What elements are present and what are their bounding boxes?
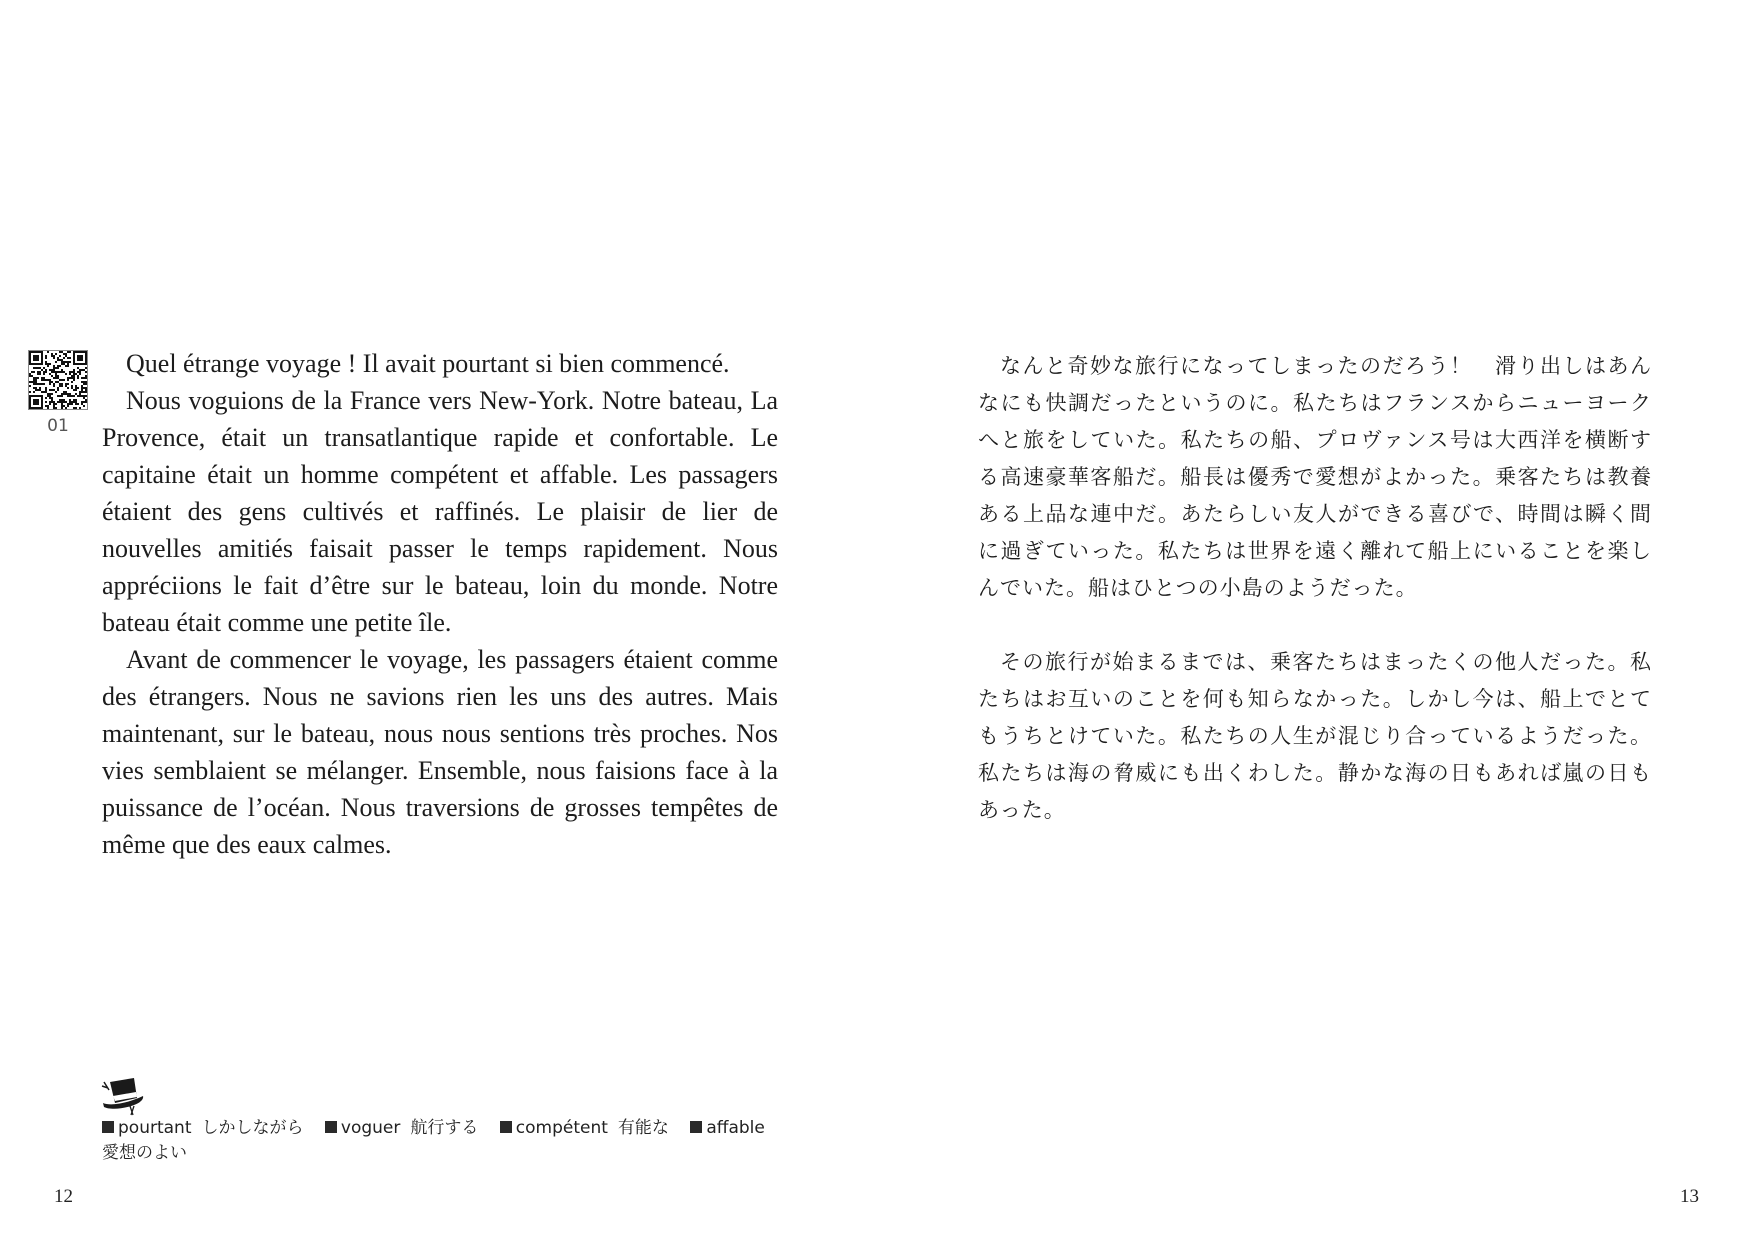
- square-bullet-icon: [102, 1121, 114, 1133]
- japanese-paragraph-2: その旅行が始まるまでは、乗客たちはまったくの他人だった。私たちはお互いのことを何も知らなかった。しかし今は、船上でとてもうちとけていた。私たちの人生が混じり合っているようだった。私たちは海の脅威にも出くわした。静かな海の日もあれば嵐の日もあった。: [978, 650, 1652, 822]
- glossary-item: voguer 航行する: [325, 1118, 494, 1138]
- glossary: [102, 1116, 782, 1166]
- page-number-right: 13: [1680, 1186, 1699, 1207]
- french-paragraph-2: Nous voguions de la France vers New-York. Notre bateau, La Provence, était un transatlantique rapide et confortable. Le capitaine était un homme compétent et affable. Les passagers étaient des gens cultivés et raffinés. Le plaisir de lier de nouvelles amitiés faisait passer le temps rapidement. Nous appréciions le fait d’être sur le bateau, loin du monde. Notre bateau était comme une petite île.: [102, 386, 778, 637]
- japanese-text: [978, 348, 1652, 866]
- glossary-item: compétent 有能な: [500, 1118, 685, 1138]
- square-bullet-icon: [500, 1121, 512, 1133]
- square-bullet-icon: [690, 1121, 702, 1133]
- french-paragraph-1: Quel étrange voyage ! Il avait pourtant si bien commencé.: [126, 349, 730, 378]
- top-hat-icon: [100, 1076, 146, 1116]
- page-number-left: 12: [54, 1186, 73, 1207]
- french-text: [102, 345, 778, 863]
- audio-track-number: 01: [47, 416, 69, 436]
- glossary-item: pourtant しかしながら: [102, 1118, 319, 1138]
- japanese-paragraph-1: なんと奇妙な旅行になってしまったのだろう！ 滑り出しはあんなにも快調だったというのに。私たちはフランスからニューヨークへと旅をしていた。私たちの船、プロヴァンス号は大西洋を横断する高速豪華客船だ。船長は優秀で愛想がよかった。乗客たちは教養ある上品な連中だ。あたらしい友人ができる喜びで、時間は瞬く間に過ぎていった。私たちは世界を遠く離れて船上にいることを楽しんでいた。船はひとつの小島のようだった。: [978, 354, 1652, 600]
- french-paragraph-3: Avant de commencer le voyage, les passagers étaient comme des étrangers. Nous ne savions rien les uns des autres. Mais maintenant, sur le bateau, nous nous sentions très proches. Nos vies semblaient se mélanger. Ensemble, nous faisions face à la puissance de l’océan. Nous traversions de grosses tempêtes de même que des eaux calmes.: [102, 645, 778, 859]
- square-bullet-icon: [325, 1121, 337, 1133]
- glossary-item: affable愛想のよい: [102, 1118, 765, 1163]
- qr-code-icon[interactable]: [28, 350, 88, 410]
